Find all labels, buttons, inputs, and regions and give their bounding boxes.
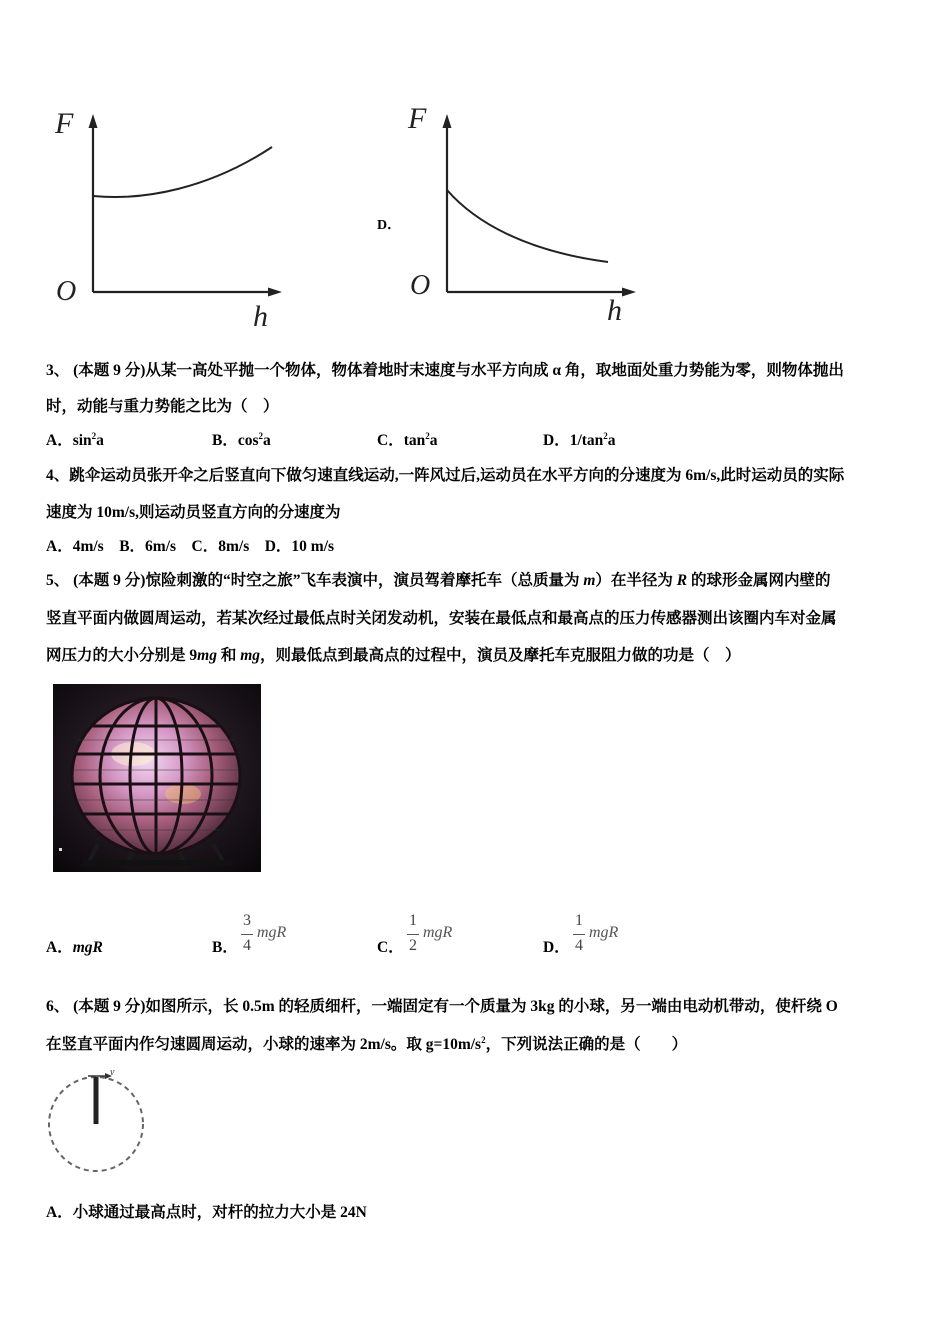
q3-option-a: A．$\sin^2a$ bbox=[46, 431, 104, 449]
q6-stem-line2: 在竖直平面内作匀速圆周运动，小球的速率为 2m/s。取 $g=10m/s^2$，下列说法正确的是（ ） bbox=[46, 1035, 688, 1053]
y-axis-arrow bbox=[443, 114, 452, 128]
q6-stem-line1: 6、 (本题 9 分)如图所示，长 0.5m 的轻质细杆，一端固定有一个质量为 3kg 的小球，另一端由电动机带动，使杆绕 O bbox=[46, 998, 838, 1015]
x-axis-label: h bbox=[607, 294, 622, 327]
y-axis-arrow bbox=[89, 114, 98, 128]
graph-c bbox=[50, 100, 290, 335]
q4-stem-line1: 4、跳伞运动员张开伞之后竖直向下做匀速直线运动,一阵风过后,运动员在水平方向的分速度为 6m/s,此时运动员的实际 bbox=[46, 467, 845, 484]
y-axis-label: F bbox=[55, 107, 74, 140]
q3-stem-line2: 时，动能与重力势能之比为（ ） bbox=[46, 398, 279, 415]
q5-option-a: A．mgR bbox=[46, 939, 103, 956]
globe-photo bbox=[53, 684, 261, 872]
curve-increasing bbox=[93, 147, 272, 197]
q5-option-b-letter: B． bbox=[212, 939, 238, 956]
q3-option-b: B．$\cos^2a$ bbox=[212, 431, 271, 449]
origin-label: O bbox=[410, 270, 431, 301]
x-axis-label: h bbox=[253, 300, 268, 333]
x-axis-arrow bbox=[622, 288, 636, 297]
q3-option-c: C．$\tan^2a$ bbox=[377, 431, 438, 449]
curve-decreasing bbox=[447, 190, 608, 262]
q5-stem-line2: 竖直平面内做圆周运动，若某次经过最低点时关闭发动机，安装在最低点和最高点的压力传感器测出该圈内车对金属 bbox=[46, 610, 837, 627]
velocity-label: v bbox=[110, 1067, 115, 1078]
q5-option-d-letter: D． bbox=[543, 939, 570, 956]
q5-stem-line3: 网压力的大小分别是 9mg 和 mg，则最低点到最高点的过程中，演员及摩托车克服阻力做的功是（ ） bbox=[46, 647, 741, 664]
graph-d-option-label: D． bbox=[377, 218, 402, 233]
q5-stem-line1: 5、 (本题 9 分)惊险刺激的“时空之旅”飞车表演中，演员驾着摩托车（总质量为 m）在半径为 R 的球形金属网内壁的 bbox=[46, 572, 831, 589]
x-axis-arrow bbox=[268, 288, 282, 297]
q3-option-d: D．$1/\tan^2a$ bbox=[543, 431, 616, 449]
origin-label: O bbox=[56, 276, 77, 307]
rod bbox=[94, 1077, 99, 1124]
q4-options: A．4m/s B．6m/s C．8m/s D．10 m/s bbox=[46, 538, 335, 555]
q6-option-a: A．小球通过最高点时，对杆的拉力大小是 24N bbox=[46, 1204, 367, 1221]
q4-stem-line2: 速度为 10m/s,则运动员竖直方向的分速度为 bbox=[46, 504, 341, 521]
q5-option-c-letter: C． bbox=[377, 939, 404, 956]
q3-stem-line1: 3、 (本题 9 分)从某一高处平抛一个物体，物体着地时末速度与水平方向成 α 角，取地面处重力势能为零，则物体抛出 bbox=[46, 362, 844, 379]
graph-d bbox=[404, 96, 644, 331]
rod-circle-figure bbox=[44, 1066, 154, 1178]
y-axis-label: F bbox=[408, 102, 427, 135]
